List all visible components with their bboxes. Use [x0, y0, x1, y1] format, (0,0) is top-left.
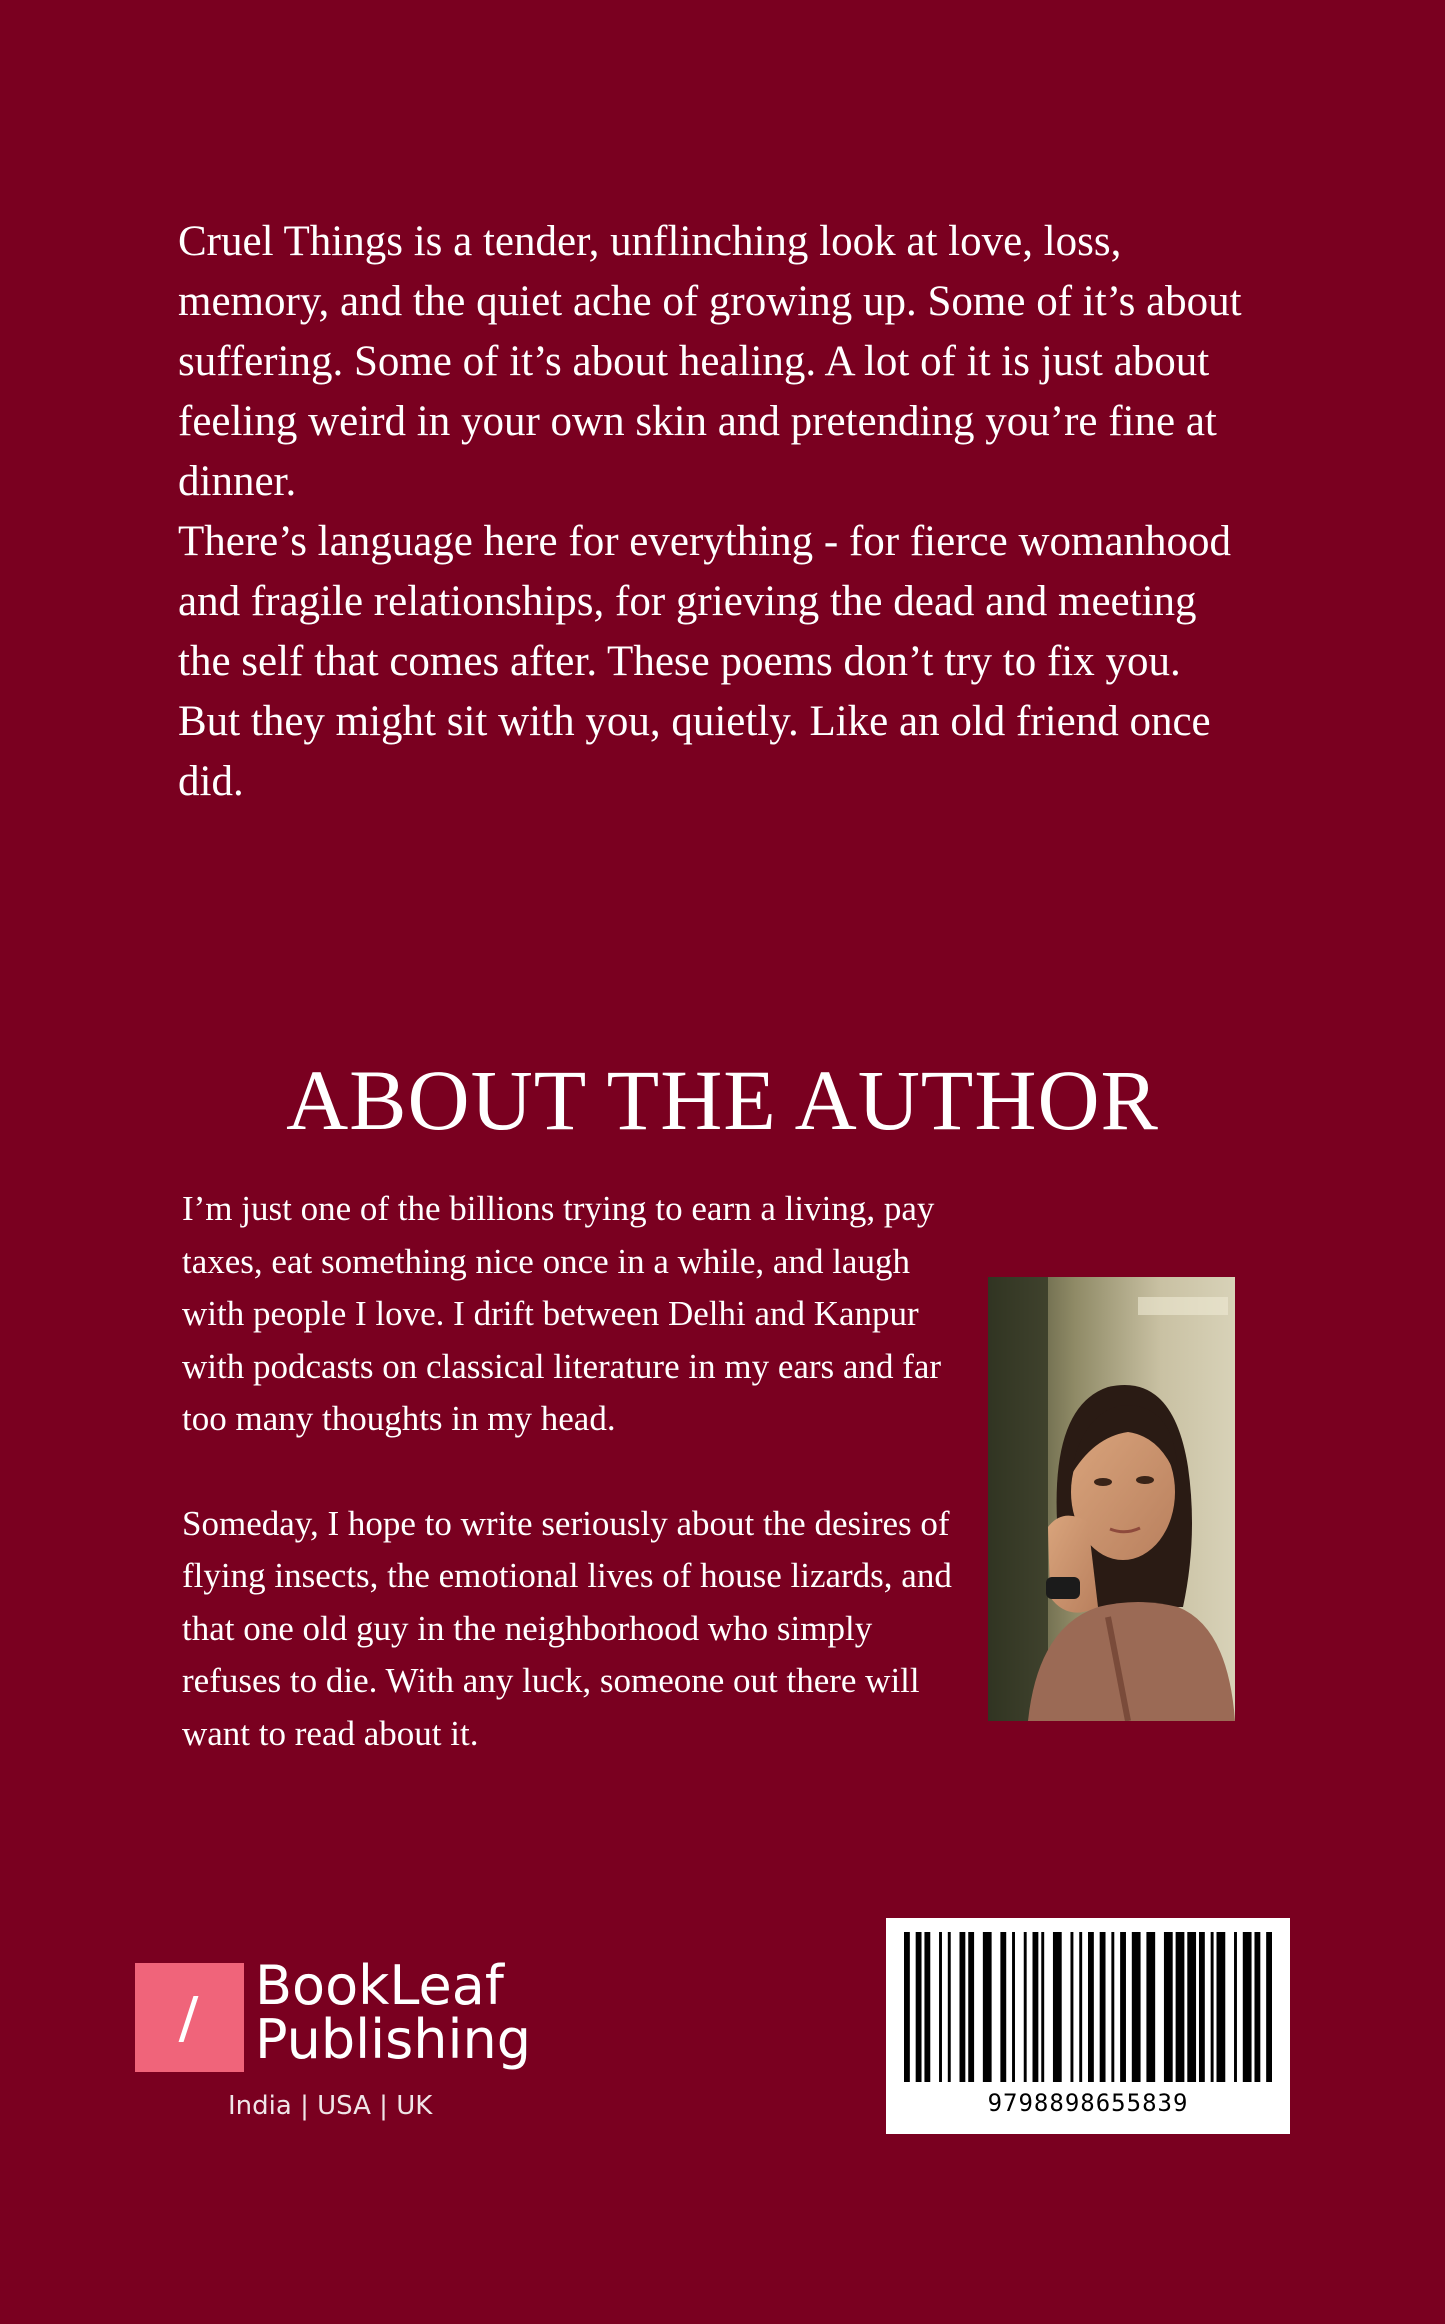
barcode-bar [1211, 1932, 1214, 2082]
barcode-bar [1079, 1932, 1082, 2082]
barcode-bar [1176, 1932, 1185, 2082]
barcode-bar [939, 1932, 942, 2082]
publisher-logo [135, 1954, 535, 2133]
barcode-bar [1266, 1932, 1272, 2082]
barcode-bar [1033, 1932, 1039, 2082]
barcode-bar [1100, 1932, 1106, 2082]
back-cover-blurb [178, 212, 1248, 812]
barcode-bar [1199, 1932, 1205, 2082]
isbn-barcode [886, 1918, 1290, 2134]
publisher-regions: India | USA | UK [228, 2091, 433, 2121]
barcode-bar [1088, 1932, 1094, 2082]
barcode-bar [1053, 1932, 1062, 2082]
barcode-bar [1111, 1932, 1114, 2082]
barcode-bar [1187, 1932, 1196, 2082]
barcode-bar [1254, 1932, 1260, 2082]
barcode-bars [886, 1918, 1290, 2088]
author-photo [988, 1277, 1235, 1721]
barcode-bar [1070, 1932, 1073, 2082]
barcode-bar [1041, 1932, 1044, 2082]
barcode-bar [1012, 1932, 1015, 2082]
barcode-bar [968, 1932, 974, 2082]
about-author-heading: ABOUT THE AUTHOR [286, 1052, 1159, 1148]
author-bio [182, 1183, 962, 1760]
barcode-bar [916, 1932, 922, 2082]
barcode-bar [904, 1932, 910, 2082]
barcode-bar [1243, 1932, 1252, 2082]
barcode-bar [1120, 1932, 1126, 2082]
barcode-bar [924, 1932, 930, 2082]
barcode-bar [1234, 1932, 1237, 2082]
barcode-bar [948, 1932, 951, 2082]
isbn-number: 9798898655839 [987, 2089, 1189, 2117]
blurb-paragraph: There’s language here for everything - for fierce womanhood and fragile relationships, for grieving the dead and meeting the self that comes after. These poems don’t try to fix you. But they might sit with you, quietly. Like an old friend once did. [178, 518, 1232, 805]
barcode-bar [1132, 1932, 1141, 2082]
publisher-slash-icon [135, 1963, 244, 2072]
barcode-bar [1146, 1932, 1155, 2082]
barcode-bar [983, 1932, 992, 2082]
barcode-bar [1000, 1932, 1006, 2082]
barcode-bar [1217, 1932, 1226, 2082]
blurb-paragraph: Cruel Things is a tender, unflinching look at love, loss, memory, and the quiet ache of growing up. Some of it’s about suffering. Some of it’s about healing. A lot of it is just about feeling weird in your own skin and pretending you’re fine at dinner. [178, 218, 1242, 505]
barcode-bar [1164, 1932, 1173, 2082]
barcode-bar [959, 1932, 965, 2082]
barcode-bar [1024, 1932, 1027, 2082]
publisher-name-line-1: BookLeaf [255, 1954, 504, 2017]
publisher-name-line-2: Publishing [255, 2008, 531, 2071]
bio-paragraph: Someday, I hope to write seriously about the desires of flying insects, the emotional lives of house lizards, and that one old guy in the neighborhood who simply refuses to die. With any luck, someone out there will want to read about it. [182, 1503, 952, 1753]
bio-paragraph: I’m just one of the billions trying to earn a living, pay taxes, eat something nice once in a while, and laugh with people I love. I drift between Delhi and Kanpur with podcasts on classical literature in my ears and far too many thoughts in my head. [182, 1189, 942, 1438]
